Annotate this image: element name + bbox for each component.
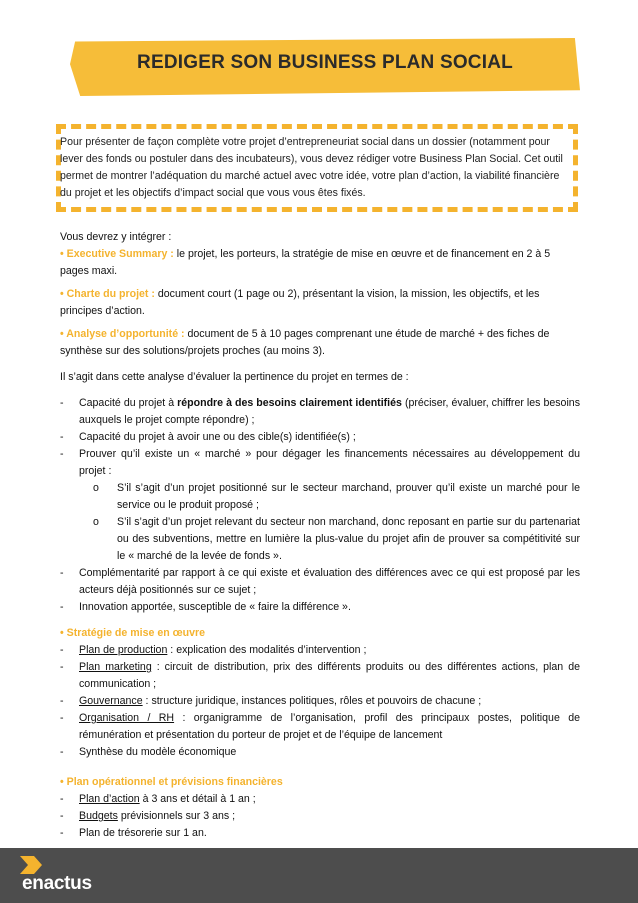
lead-text: Vous devrez y intégrer : (60, 231, 172, 243)
item-underlined-text: Plan marketing (79, 661, 152, 673)
dash-bullet: - (60, 661, 64, 673)
item-text: Capacité du projet à avoir une ou des cible(s) identifiée(s) ; (79, 431, 356, 443)
executive-summary-label: • Executive Summary : (60, 248, 174, 260)
dash-bullet: - (60, 448, 64, 460)
dash-bullet: - (60, 712, 64, 724)
list-item (60, 395, 580, 429)
item-text: S’il s’agit d’un projet positionné sur le secteur marchand, prouver qu’il existe un marché pour le service ou le produit proposé ; (117, 482, 580, 511)
executive-summary-paragraph (60, 246, 580, 280)
list-item (60, 599, 580, 616)
intro-paragraph: Pour présenter de façon complète votre projet d’entrepreneuriat social dans un dossier (notamment pour lever des fonds ou postuler dans des incubateurs), vous devez rédiger votre Business Plan Social. Cet outil permet de montrer l’adéquation du marché actuel avec votre idée, votre plan d’action, la viabilité financière du projet et les objectifs d’impact social que vous vous êtes fixés. (60, 136, 563, 199)
circle-bullet: o (93, 516, 99, 528)
list-item (60, 642, 580, 659)
item-underlined-text: Organisation / RH (79, 712, 175, 724)
item-bold-text: répondre à des besoins clairement identifiés (177, 397, 402, 409)
analyse-intro: Il s’agit dans cette analyse d’évaluer la pertinence du projet en termes de : (60, 371, 409, 383)
list-item (60, 808, 580, 825)
list-item (60, 825, 580, 842)
analyse-list (60, 395, 580, 616)
footer-bar (0, 848, 638, 903)
item-text: : circuit de distribution, prix des différents produits ou des différentes actions, plan de communication ; (79, 661, 580, 690)
item-text: Innovation apportée, susceptible de « faire la différence ». (79, 601, 351, 613)
dash-bullet: - (60, 695, 64, 707)
list-item (60, 710, 580, 744)
list-item (60, 429, 580, 446)
list-item (60, 791, 580, 808)
list-item (60, 565, 580, 599)
list-item (60, 693, 580, 710)
analyse-label: • Analyse d’opportunité : (60, 328, 185, 340)
item-text: : structure juridique, instances politiques, rôles et pouvoirs de chacune ; (142, 695, 482, 707)
executive-summary-text: le projet, les porteurs, la stratégie de mise en œuvre et de financement en 2 à 5 pages maxi. (60, 248, 551, 277)
dash-bullet: - (60, 810, 64, 822)
dash-bullet: - (60, 567, 64, 579)
page-title: REDIGER SON BUSINESS PLAN SOCIAL (137, 52, 513, 73)
list-item (60, 446, 580, 480)
plan-operationnel-section (60, 774, 580, 842)
item-underlined-text: Budgets (79, 810, 118, 822)
item-text: (préciser, évaluer, chiffrer les besoins auxquels le projet compte répondre) ; (79, 397, 580, 426)
list-item (60, 744, 580, 761)
item-text: Synthèse du modèle économique (79, 746, 237, 758)
strategie-label: • Stratégie de mise en œuvre (60, 627, 206, 639)
dash-bullet: - (60, 793, 64, 805)
circle-bullet: o (93, 482, 99, 494)
charte-section (60, 286, 580, 320)
strategie-section (60, 625, 580, 761)
dash-bullet: - (60, 397, 64, 409)
item-underlined-text: Plan de production (79, 644, 168, 656)
item-text: S’il s’agit d’un projet relevant du secteur non marchand, donc reposant en partie sur du partenariat ou des subventions, mettre en lumière la plus-value du projet afin de prouver sa compétitivité sur le « marché de la levée de fonds ». (117, 516, 580, 562)
item-underlined-text: Gouvernance (79, 695, 143, 707)
analyse-text: document de 5 à 10 pages comprenant une étude de marché + des fiches de synthèse sur des solutions/projets proches (au moins 3). (60, 328, 550, 357)
executive-section (60, 229, 580, 280)
item-text: à 3 ans et détail à 1 an ; (139, 793, 256, 805)
charte-label: • Charte du projet : (60, 288, 155, 300)
item-text: prévisionnels sur 3 ans ; (117, 810, 236, 822)
dash-bullet: - (60, 431, 64, 443)
enactus-logo-icon (20, 856, 42, 874)
item-text: Capacité du projet à (79, 397, 178, 409)
item-text: Complémentarité par rapport à ce qui existe et évaluation des différences avec ce qui est proposé par les acteurs déjà positionnés sur ce sujet ; (79, 567, 580, 596)
dash-bullet: - (60, 644, 64, 656)
charte-text: document court (1 page ou 2), présentant la vision, la mission, les objectifs, et les principes d’action. (60, 288, 540, 317)
dash-bullet: - (60, 827, 64, 839)
sub-list-item (60, 514, 580, 565)
sub-list-item (60, 480, 580, 514)
item-text: : explication des modalités d’intervention ; (167, 644, 367, 656)
item-text: : organigramme de l’organisation, profil des principaux postes, politique de rémunération et présentation du porteur de projet et de l’équipe de lancement (79, 712, 580, 741)
enactus-logo-text: enactus (22, 873, 92, 894)
dash-bullet: - (60, 746, 64, 758)
plan-operationnel-label: • Plan opérationnel et prévisions financières (60, 776, 283, 788)
analyse-section (60, 326, 580, 360)
item-text: Plan de trésorerie sur 1 an. (79, 827, 207, 839)
list-item (60, 659, 580, 693)
dash-bullet: - (60, 601, 64, 613)
item-text: Prouver qu’il existe un « marché » pour dégager les financements nécessaires au développement du projet : (79, 448, 580, 477)
item-underlined-text: Plan d’action (79, 793, 140, 805)
